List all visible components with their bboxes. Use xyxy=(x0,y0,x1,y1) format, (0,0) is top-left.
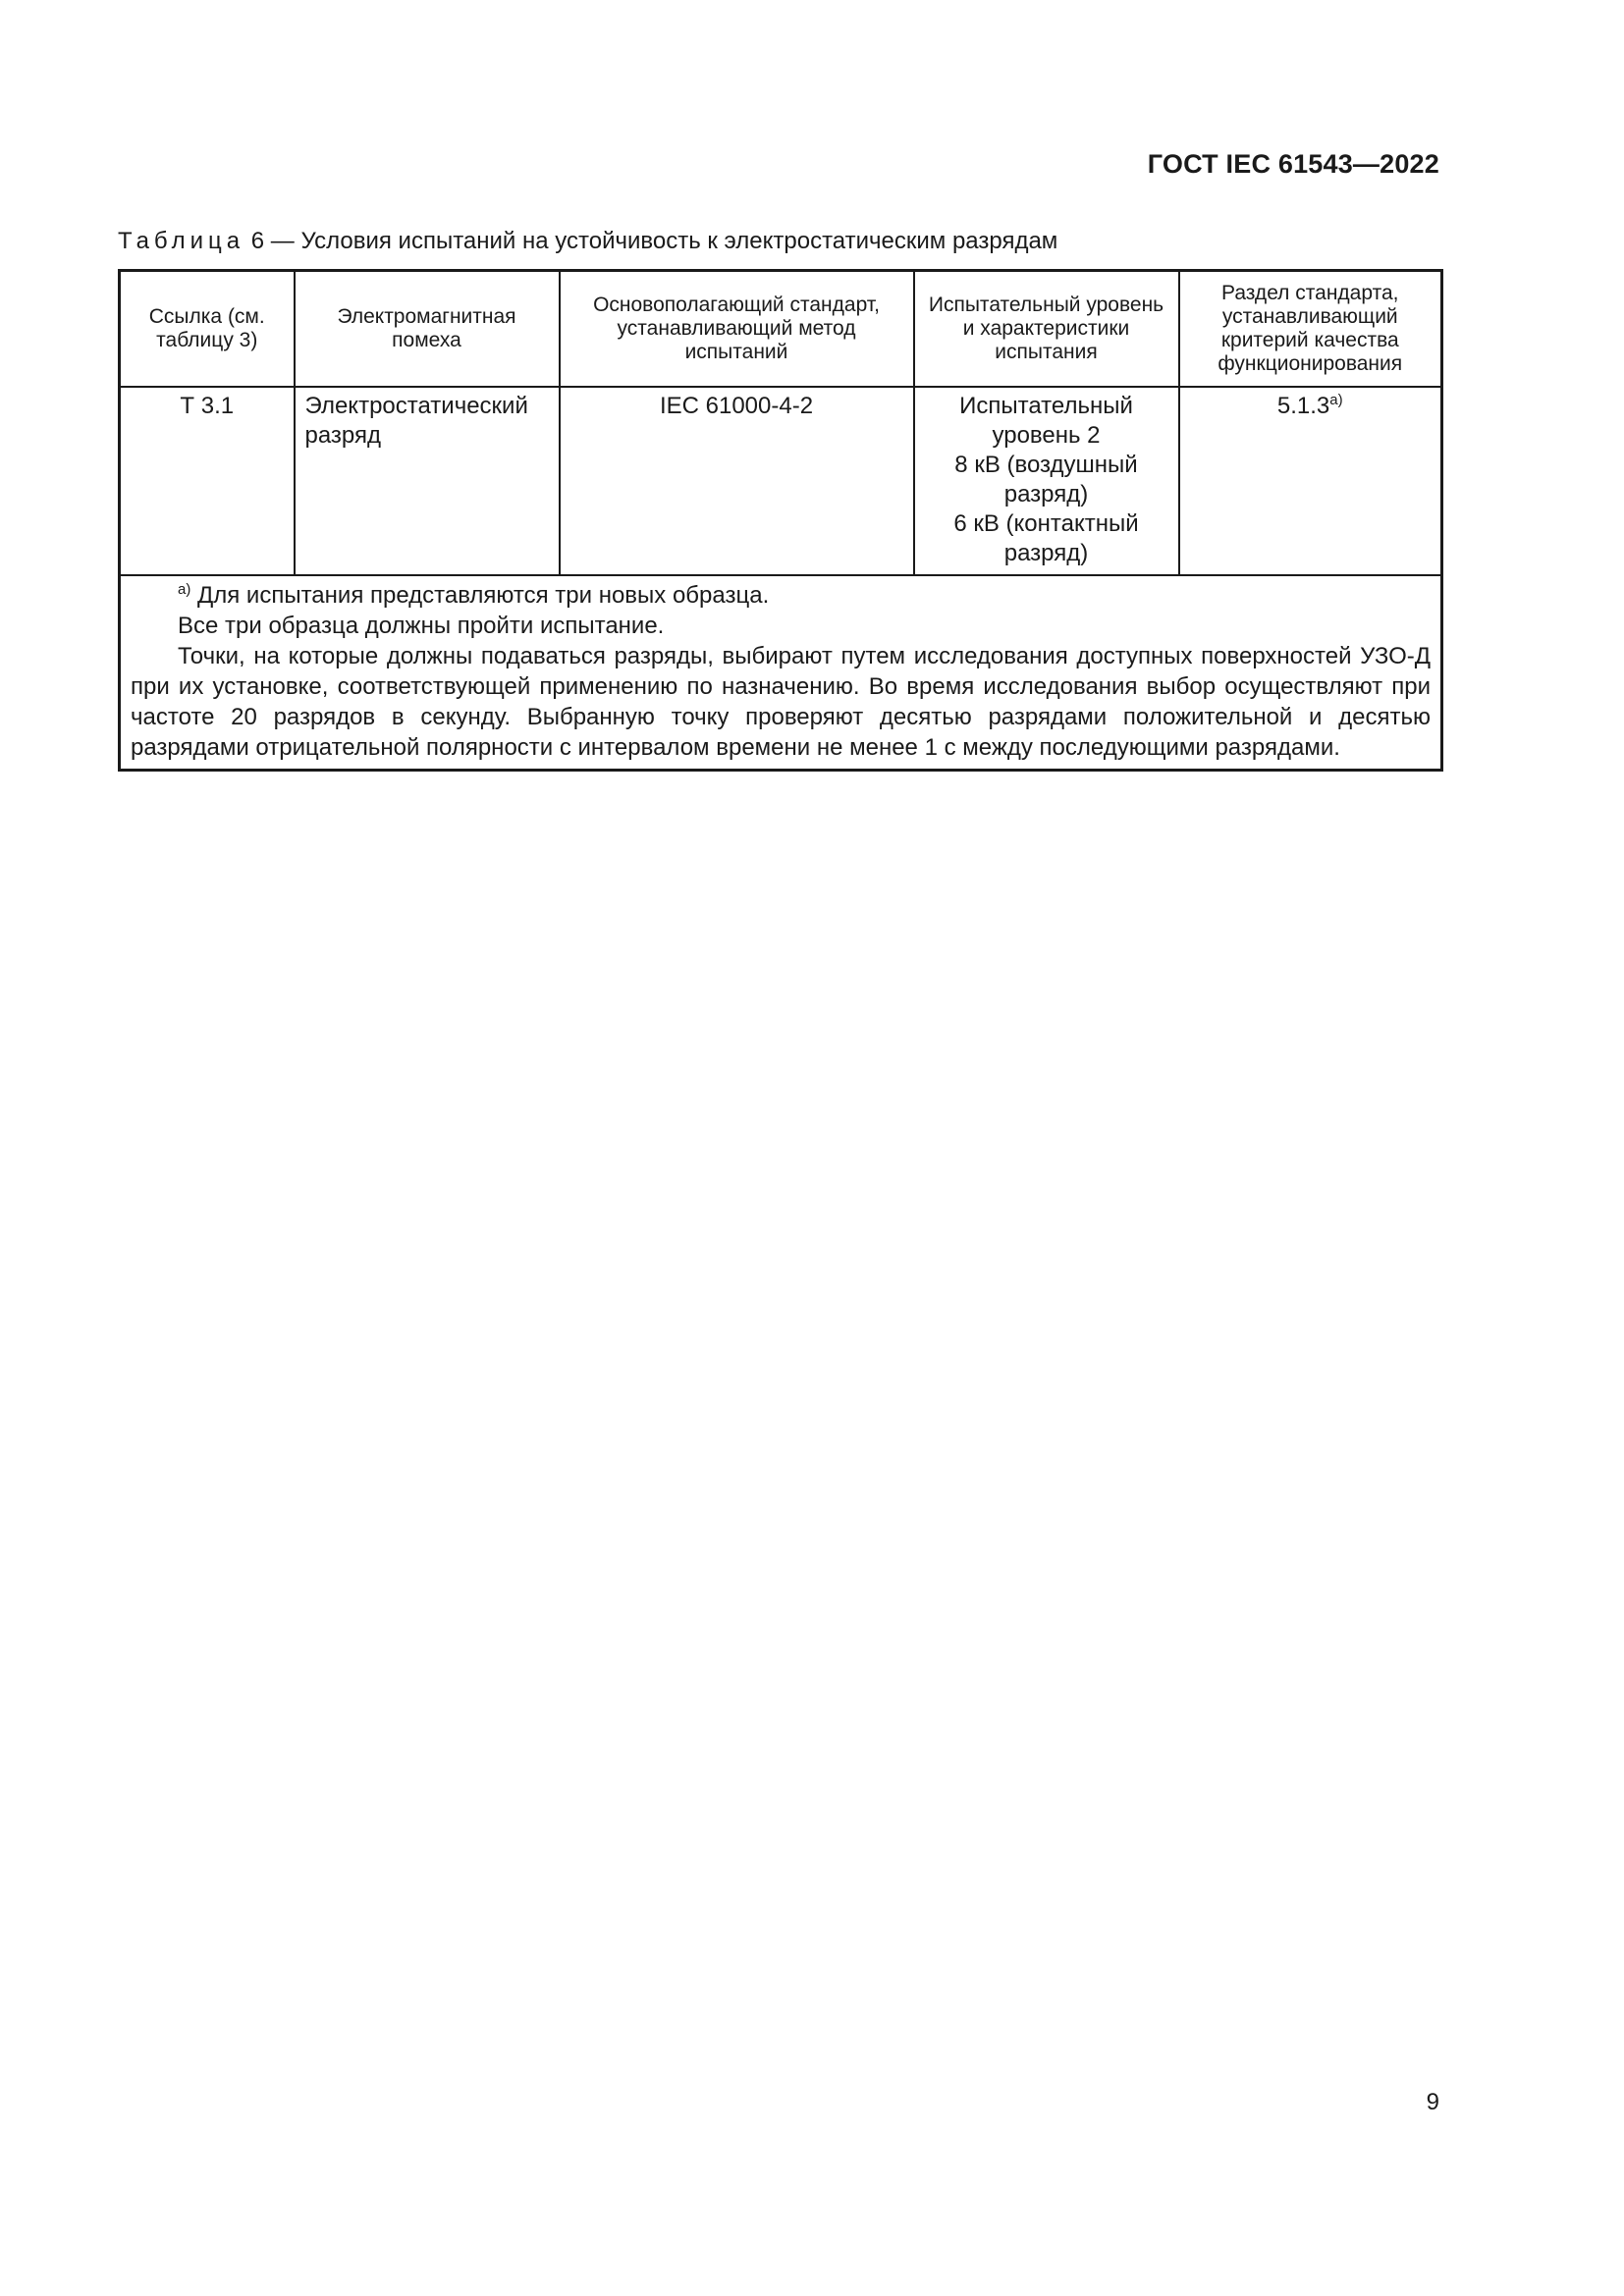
table-header-row xyxy=(120,271,1442,388)
test-level-line: разряд) xyxy=(1003,481,1089,507)
table-notes xyxy=(120,575,1442,771)
column-header-reference: Ссылка (см. таблицу 3) xyxy=(120,271,295,388)
table-caption-label: Таблица xyxy=(118,228,245,254)
footnote-line: $^{а)}$ Для испытания представляются три новых образца. xyxy=(178,581,770,609)
cell-reference: Т 3.1 xyxy=(120,387,295,575)
table-caption xyxy=(118,228,1439,255)
column-header-criterion: Раздел стандарта, устанавливающий критерий качества функционирования xyxy=(1179,271,1442,388)
footnote-marker: а) xyxy=(1329,392,1343,408)
column-header-phenomenon: Электромагнитная помеха xyxy=(295,271,560,388)
column-header-test-level: Испытательный уровень и характеристики испытания xyxy=(914,271,1179,388)
esd-test-conditions-table xyxy=(118,269,1443,772)
cell-test-level xyxy=(914,387,1179,575)
cell-phenomenon: Электростатический разряд xyxy=(295,387,560,575)
test-level-line: уровень 2 xyxy=(992,422,1101,449)
test-level-line: Испытательный xyxy=(959,393,1133,419)
page-number: 9 xyxy=(1426,2089,1439,2115)
test-level-line: 8 кВ (воздушный xyxy=(954,452,1138,478)
table-caption-title: 6 — Условия испытаний на устойчивость к электростатическим разрядам xyxy=(244,228,1058,254)
footnote-line: Точки, на которые должны подаваться разряды, выбирают путем исследования доступных поверхностей УЗО-Д при их установке, соответствующей применению по назначению. Во время исследования выбор осуществляют при частоте 20 разрядов в секунду. Выбранную точку проверяют десятью разрядами положительной и десятью разрядами отрицательной полярности с интервалом времени не менее 1 с между последующими разрядами. xyxy=(131,643,1431,761)
cell-criterion xyxy=(1179,387,1442,575)
cell-basic-standard: IEC 61000-4-2 xyxy=(560,387,914,575)
footnote-marker: а) xyxy=(178,581,191,598)
table-notes-row xyxy=(120,575,1442,771)
footnote-line: Все три образца должны пройти испытание. xyxy=(178,613,665,639)
test-level-line: 6 кВ (контактный xyxy=(953,510,1139,537)
document-code: ГОСТ IEC 61543—2022 xyxy=(1147,149,1439,179)
table-row xyxy=(120,387,1442,575)
criterion-clause: 5.1.3 xyxy=(1276,393,1330,419)
column-header-basic-standard: Основополагающий стандарт, устанавливающий метод испытаний xyxy=(560,271,914,388)
test-level-line: разряд) xyxy=(1003,540,1089,566)
